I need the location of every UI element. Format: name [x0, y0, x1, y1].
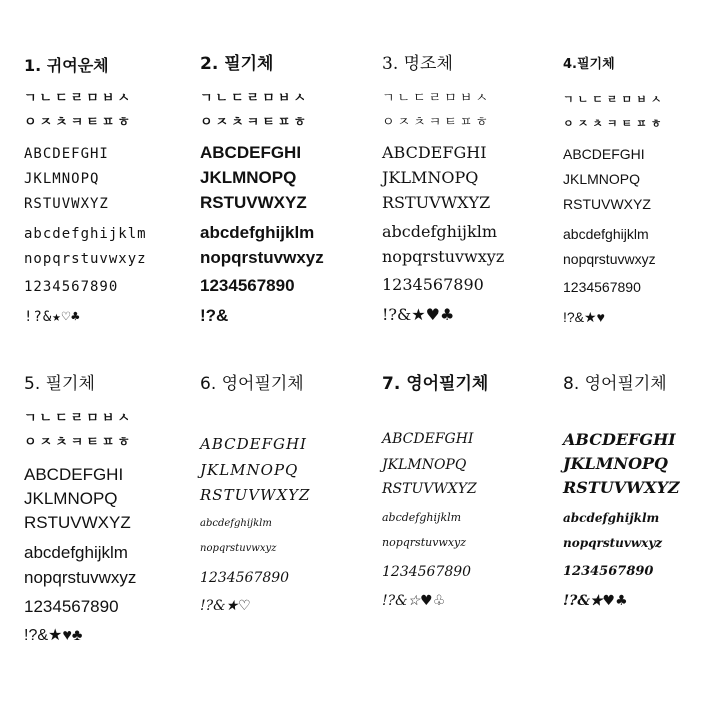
uppercase-row-2: JKLMNOPQ [563, 171, 641, 187]
uppercase-row-1: ABCDEFGHI [382, 431, 474, 447]
font-sample-title: 7. 영어필기체 [382, 374, 489, 394]
digits-row: 1234567890 [563, 564, 654, 579]
symbols-row: !?&★♡♣ [24, 309, 81, 325]
lowercase-row-1: abcdefghijklm [24, 543, 128, 562]
digits-row: 1234567890 [200, 570, 290, 586]
lowercase-row-2: nopqrstuvwxyz [563, 251, 656, 267]
font-sample-title: 6. 영어필기체 [200, 374, 304, 394]
lowercase-row-1: abcdefghijklm [200, 223, 315, 242]
korean-consonants-row-2: ㅇㅈㅊㅋㅌㅍㅎ [382, 115, 491, 130]
uppercase-row-1: ABCDEFGHI [563, 146, 645, 162]
korean-consonants-row-2: ㅇㅈㅊㅋㅌㅍㅎ [24, 435, 133, 450]
lowercase-row-2: nopqrstuvwxyz [382, 247, 505, 266]
uppercase-row-2: JKLMNOPQ [200, 168, 297, 187]
lowercase-row-2: nopqrstuvwxyz [24, 251, 147, 267]
korean-consonants-row-2: ㅇㅈㅊㅋㅌㅍㅎ [24, 115, 133, 130]
lowercase-row-2: nopqrstuvwxyz [563, 536, 663, 550]
korean-consonants-row-1: ㄱㄴㄷㄹㅁㅂㅅ [24, 91, 133, 106]
korean-consonants-row-2: ㅇㅈㅊㅋㅌㅍㅎ [563, 117, 666, 130]
uppercase-row-1: ABCDEFGHI [563, 430, 676, 449]
digits-row: 1234567890 [382, 564, 472, 580]
font-sample-title: 8. 영어필기체 [563, 374, 667, 394]
lowercase-row-1: abcdefghijklm [24, 226, 147, 242]
lowercase-row-1: abcdefghijklm [382, 511, 462, 524]
digits-row: 1234567890 [382, 275, 484, 294]
uppercase-row-2: JKLMNOPQ [24, 489, 118, 508]
symbols-row: !?&★♥♣ [382, 305, 455, 324]
symbols-row: !?&☆♥♧ [382, 593, 446, 609]
digits-row: 1234567890 [563, 279, 641, 295]
uppercase-row-3: RSTUVWXYZ [382, 193, 491, 212]
korean-consonants-row-1: ㄱㄴㄷㄹㅁㅂㅅ [24, 411, 133, 426]
font-sample-title: 1. 귀여운체 [24, 56, 109, 75]
uppercase-row-1: ABCDEFGHI [200, 435, 307, 453]
lowercase-row-2: nopqrstuvwxyz [200, 248, 324, 267]
uppercase-row-1: ABCDEFGHI [24, 465, 124, 484]
digits-row: 1234567890 [24, 279, 119, 295]
uppercase-row-2: JKLMNOPQ [24, 171, 100, 187]
uppercase-row-1: ABCDEFGHI [200, 143, 302, 162]
font-sample-title: 3. 명조체 [382, 54, 453, 74]
uppercase-row-1: ABCDEFGHI [24, 146, 109, 162]
korean-consonants-row-1: ㄱㄴㄷㄹㅁㅂㅅ [563, 93, 666, 106]
lowercase-row-2: nopqrstuvwxyz [200, 543, 277, 554]
symbols-row: !?& [200, 306, 229, 325]
uppercase-row-1: ABCDEFGHI [382, 143, 487, 162]
lowercase-row-2: nopqrstuvwxyz [24, 568, 137, 587]
font-sample-title: 2. 필기체 [200, 54, 274, 74]
lowercase-row-1: abcdefghijklm [382, 222, 497, 241]
symbols-row: !?&★♥♣ [24, 627, 83, 644]
uppercase-row-2: JKLMNOPQ [382, 168, 479, 187]
symbols-row: !?&★♥♣ [563, 593, 628, 609]
uppercase-row-3: RSTUVWXYZ [200, 486, 311, 504]
symbols-row: !?&★♡ [200, 598, 251, 614]
uppercase-row-3: RSTUVWXYZ [563, 478, 680, 497]
font-sample-title: 4.필기체 [563, 57, 615, 72]
digits-row: 1234567890 [200, 276, 295, 295]
digits-row: 1234567890 [24, 597, 119, 616]
lowercase-row-1: abcdefghijklm [563, 511, 660, 525]
korean-consonants-row-2: ㅇㅈㅊㅋㅌㅍㅎ [200, 115, 309, 130]
lowercase-row-1: abcdefghijklm [563, 226, 649, 242]
uppercase-row-3: RSTUVWXYZ [563, 196, 651, 212]
uppercase-row-2: JKLMNOPQ [200, 461, 299, 479]
lowercase-row-2: nopqrstuvwxyz [382, 536, 467, 549]
symbols-row: !?&★♥ [563, 309, 605, 325]
font-sample-title: 5. 필기체 [24, 374, 95, 394]
uppercase-row-3: RSTUVWXYZ [382, 481, 477, 497]
korean-consonants-row-1: ㄱㄴㄷㄹㅁㅂㅅ [200, 91, 309, 106]
uppercase-row-3: RSTUVWXYZ [24, 196, 109, 212]
korean-consonants-row-1: ㄱㄴㄷㄹㅁㅂㅅ [382, 91, 491, 106]
lowercase-row-1: abcdefghijklm [200, 518, 272, 529]
uppercase-row-3: RSTUVWXYZ [200, 193, 307, 212]
uppercase-row-3: RSTUVWXYZ [24, 513, 131, 532]
uppercase-row-2: JKLMNOPQ [563, 454, 668, 473]
uppercase-row-2: JKLMNOPQ [382, 457, 467, 473]
